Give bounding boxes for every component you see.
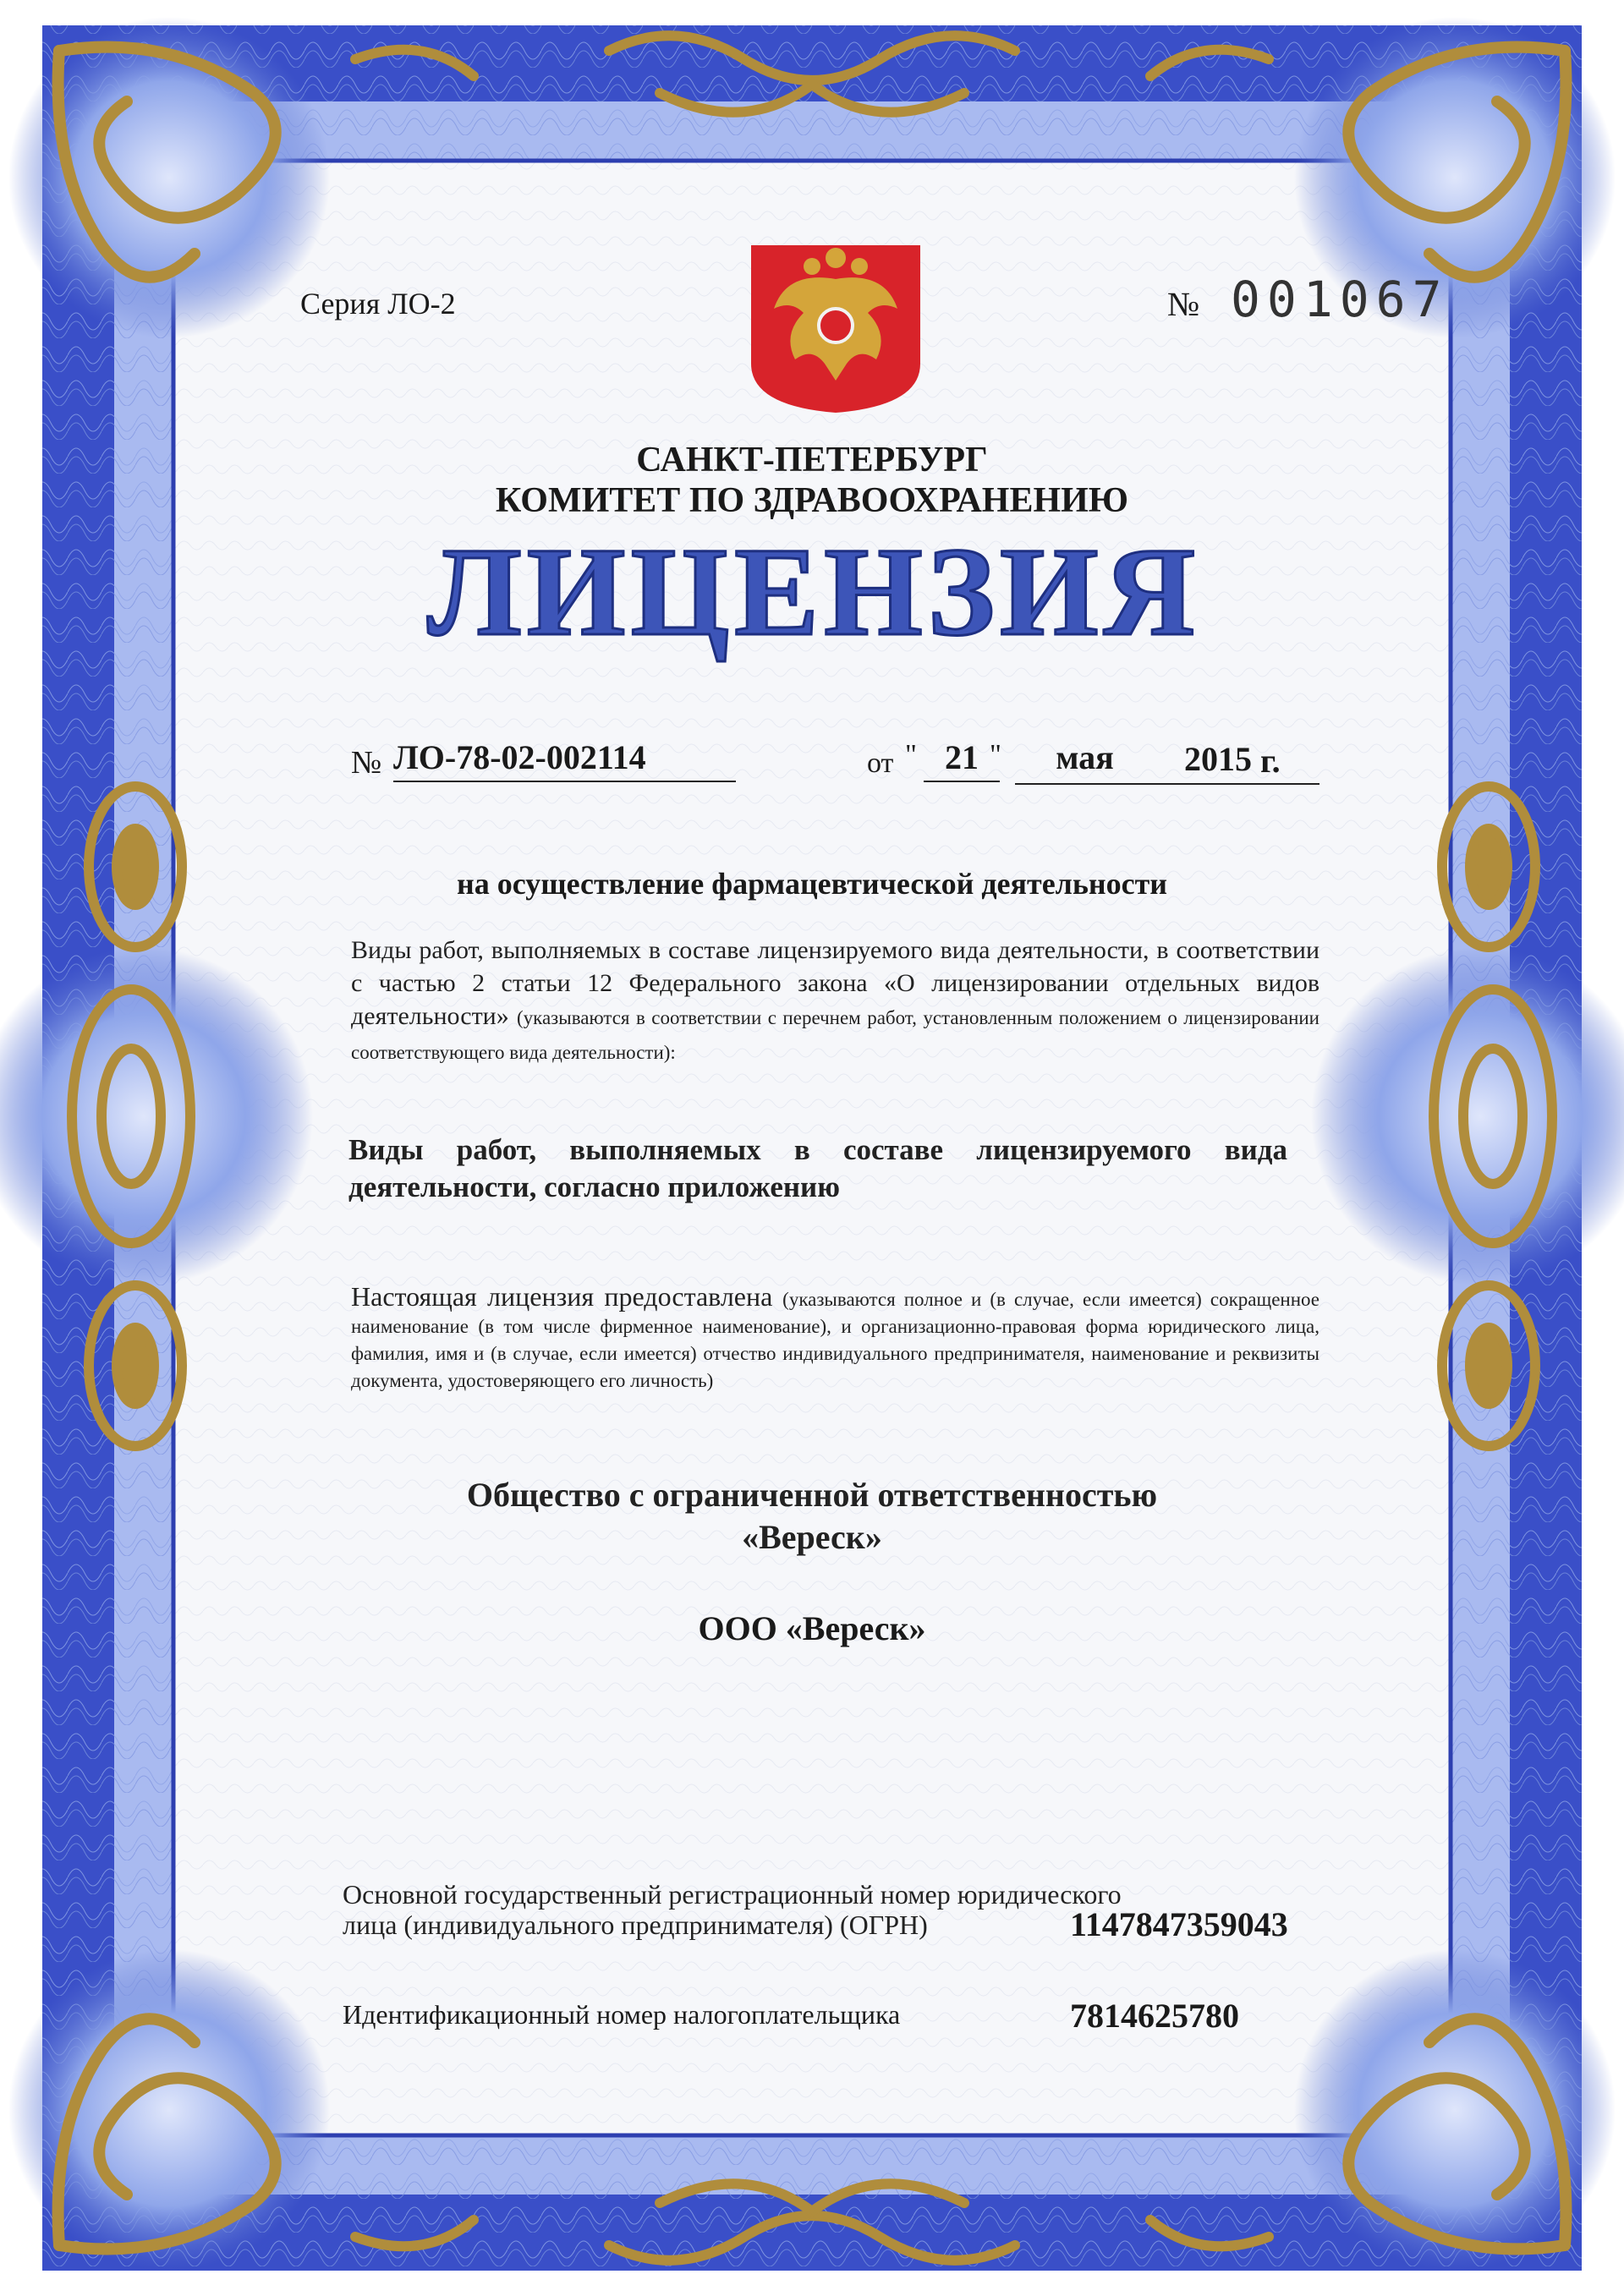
- inn-label: Идентификационный номер налогоплательщика: [343, 1999, 901, 2030]
- date-from-label: от: [867, 748, 894, 779]
- works-main-text: Виды работ, выполняемых в составе лицензируемого вида деятельности, согласно приложению: [348, 1133, 1287, 1203]
- year-suffix: г.: [1260, 742, 1281, 780]
- issuer-committee: КОМИТЕТ ПО ЗДРАВООХРАНЕНИЮ: [495, 481, 1129, 520]
- license-year: 2015: [1184, 740, 1252, 778]
- license-number-sign: №: [351, 745, 382, 781]
- works-intro-paragraph: [351, 934, 1320, 1069]
- license-number: ЛО-78-02-002114: [393, 737, 736, 782]
- series-label: Серия ЛО-2: [300, 287, 456, 321]
- granted-note: (указываются полное и (в случае, если имеется) сокращенное наименование (в том числе фирменное наименование), и организационно-правовая форма юридического лица, фамилия, имя и (в случае, если имеется) отчество индивидуального предпринимателя, наименование и реквизиты документа, удостоверяющего его личность): [351, 1289, 1320, 1391]
- granted-text: Настоящая лицензия предоставлена: [351, 1281, 773, 1312]
- license-day: 21: [924, 737, 1000, 782]
- inn-value: 7814625780: [1070, 1997, 1239, 2035]
- works-intro-note: (указываются в соответствии с перечнем работ, установленным положением о лицензировании соответствующего вида деятельности):: [351, 1007, 1320, 1063]
- date-quote-close: ": [990, 739, 1001, 770]
- date-underline: [1015, 783, 1320, 785]
- number-sign: №: [1167, 285, 1200, 323]
- granted-paragraph: [351, 1281, 1320, 1394]
- works-intro-text: Виды работ, выполняемых в составе лицензируемого вида деятельности, в соответствии с частью 2 статьи 12 Федерального закона «О лицензировании отдельных видов деятельности»: [351, 936, 1320, 1030]
- date-quote-open: ": [905, 739, 917, 770]
- organization-full-line1: Общество с ограниченной ответственностью: [466, 1476, 1158, 1514]
- document-title: ЛИЦЕНЗИЯ: [426, 522, 1201, 662]
- issuer-city: САНКТ-ПЕТЕРБУРГ: [636, 441, 988, 479]
- ogrn-value: 1147847359043: [1070, 1905, 1288, 1943]
- organization-full-name: [389, 1474, 1235, 1559]
- organization-full-line2: «Вереск»: [742, 1518, 882, 1556]
- ogrn-label-line1: Основной государственный регистрационный номер юридического: [343, 1879, 1122, 1910]
- ogrn-label-line2: лица (индивидуального предпринимателя) (ОГРН): [343, 1910, 928, 1940]
- license-month: мая: [1056, 738, 1114, 776]
- licensed-activity: на осуществление фармацевтической деятельности: [456, 867, 1168, 901]
- organization-short-name: ООО «Вереск»: [698, 1609, 926, 1647]
- serial-number: 001067: [1231, 271, 1449, 328]
- coat-of-arms-icon: [751, 245, 920, 413]
